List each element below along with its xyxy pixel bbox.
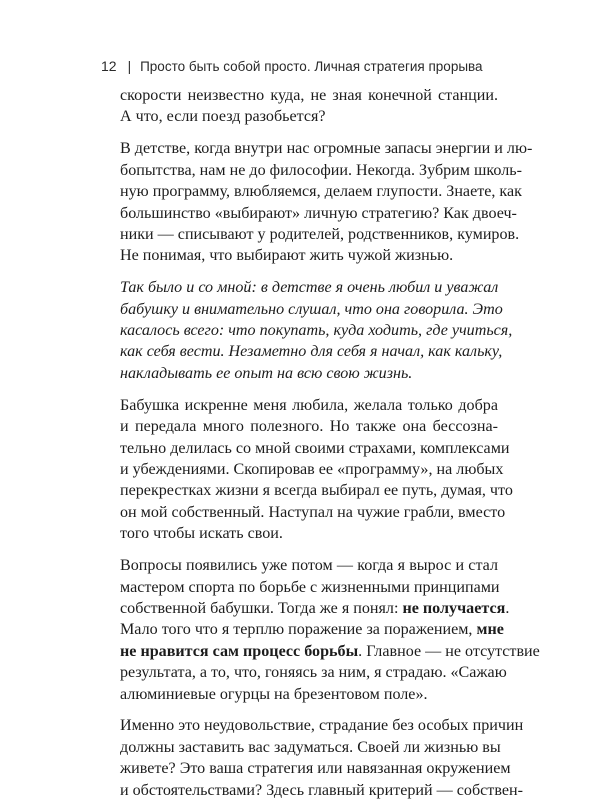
text-line: Не понимая, что выбирают жить чужой жизнью. — [120, 247, 454, 265]
text-line: бопытства, нам не до философии. Некогда. Зубрим школь- — [120, 161, 522, 179]
text-line: накладывать ее опыт на всю свою жизнь. — [120, 364, 413, 382]
text-line: алюминиевые огурцы на брезентовом поле». — [120, 685, 428, 703]
text-line: касалось всего: что покупать, куда ходить, где учиться, — [120, 322, 513, 340]
text-line: В детстве, когда внутри нас огромные запасы энергии и лю- — [120, 140, 533, 158]
bold-emphasis: не получается — [402, 599, 506, 617]
paragraph-5 — [120, 555, 540, 705]
text-line-mixed — [120, 641, 540, 662]
text-line: Вопросы появились уже потом — когда я вырос и стал — [120, 557, 498, 575]
paragraph-3-italic — [120, 277, 513, 384]
page-number: 12 — [101, 58, 117, 74]
text-line: Именно это неудовольствие, страдание без особых причин — [120, 717, 524, 735]
text-line: и обстоятельствами? Здесь главный критерий — собствен- — [120, 781, 523, 799]
text-line: должны заставить вас задуматься. Своей ли жизнью вы — [120, 738, 501, 756]
paragraph-4 — [120, 395, 513, 545]
running-header — [101, 58, 483, 74]
text-line: и убеждениями. Скопировав ее «программу», на любых — [120, 461, 504, 478]
text-line: скорости неизвестно куда, не зная конечной станции. — [120, 87, 498, 104]
paragraph-6 — [120, 715, 524, 801]
paragraph-2 — [120, 138, 533, 266]
text-line: большинство «выбирают» личную стратегию? Как двоеч- — [120, 204, 517, 222]
body-text — [120, 85, 540, 812]
bold-emphasis: мне — [476, 621, 504, 639]
text-fragment: . — [505, 599, 510, 617]
text-line-mixed — [120, 619, 504, 640]
text-line: мастером спорта по борьбе с жизненными принципами — [120, 578, 500, 596]
text-line: как себя вести. Незаметно для себя я начал, как кальку, — [120, 343, 503, 361]
text-line: ную программу, влюбляемся, делаем глупости. Знаете, как — [120, 183, 522, 201]
text-line: бабушку и внимательно слушал, что она говорила. Это — [120, 300, 503, 318]
text-fragment: . Главное — не отсутствие — [358, 642, 540, 660]
text-line: того чтобы искать свои. — [120, 525, 283, 543]
text-line-mixed — [120, 598, 510, 619]
text-line: А что, если поезд разобьется? — [120, 108, 326, 126]
book-title: Просто быть собой просто. Личная стратегия прорыва — [140, 59, 483, 74]
text-line: Бабушка искренне меня любила, желала только добра — [120, 396, 498, 414]
text-line: он мой собственный. Наступал на чужие грабли, вместо — [120, 503, 506, 521]
text-line: тельно делилась со мной своими страхами, комплексами — [120, 439, 510, 457]
text-line: ники — списывают у родителей, родственников, кумиров. — [120, 225, 520, 243]
paragraph-1 — [120, 85, 498, 128]
bold-emphasis: не нравится сам процесс борьбы — [120, 642, 359, 660]
text-fragment: собственной бабушки. Тогда же я понял: — [120, 599, 403, 617]
text-line: результата, а то, что, гоняясь за ним, я страдаю. «Сажаю — [120, 664, 507, 682]
text-line: и передала много полезного. Но также она бессозна- — [120, 418, 498, 436]
header-separator: | — [127, 59, 132, 74]
text-line: Так было и со мной: в детстве я очень любил и уважал — [120, 279, 499, 297]
text-fragment: Мало того что я терплю поражение за поражением, — [120, 621, 477, 639]
text-line: перекрестках жизни я всегда выбирал ее путь, думая, что — [120, 482, 513, 500]
text-line: живете? Это ваша стратегия или навязанная окружением — [120, 760, 511, 778]
